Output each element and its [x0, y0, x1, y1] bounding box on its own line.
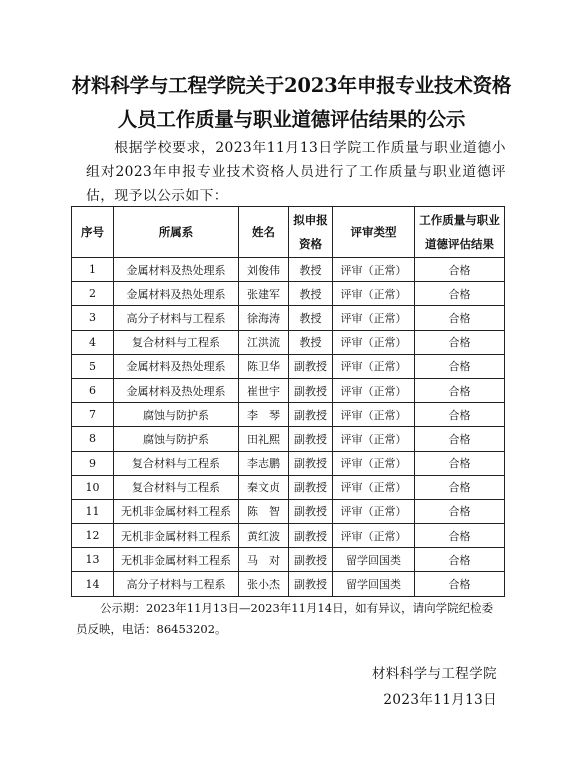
intro-text: 根据学校要求，2023年11月13日学院工作质量与职业道德小组对2023年申报专业技术资格人员进行了工作质量与职业道德评估，现予以公示如下：: [86, 140, 506, 204]
cell-no: 5: [72, 354, 114, 378]
cell-qualification: 副教授: [289, 572, 333, 596]
cell-name: 马 对: [239, 548, 289, 572]
cell-result: 合格: [415, 427, 505, 451]
cell-name: 田礼熙: [239, 427, 289, 451]
cell-qualification: 教授: [289, 282, 333, 306]
table-row: [72, 572, 505, 596]
cell-result: 合格: [415, 378, 505, 402]
cell-name: 江洪流: [239, 330, 289, 354]
results-table: [71, 206, 505, 597]
cell-qualification: 副教授: [289, 354, 333, 378]
cell-review-type: 评审（正常）: [333, 451, 415, 475]
cell-no: 7: [72, 403, 114, 427]
header-result-line-1: 工作质量与职业: [419, 213, 500, 227]
cell-name: 黄红波: [239, 524, 289, 548]
cell-no: 10: [72, 475, 114, 499]
cell-result: 合格: [415, 306, 505, 330]
intro-paragraph: [86, 136, 506, 208]
header-no: 序号: [72, 207, 114, 258]
cell-review-type: 评审（正常）: [333, 258, 415, 282]
cell-no: 6: [72, 378, 114, 402]
cell-review-type: 评审（正常）: [333, 330, 415, 354]
cell-qualification: 教授: [289, 330, 333, 354]
cell-dept: 复合材料与工程系: [114, 451, 239, 475]
cell-name: 秦文贞: [239, 475, 289, 499]
cell-no: 8: [72, 427, 114, 451]
document-title-line-1: 材料科学与工程学院关于2023年申报专业技术资格: [71, 74, 512, 97]
cell-result: 合格: [415, 499, 505, 523]
table-row: [72, 354, 505, 378]
table-row: [72, 403, 505, 427]
cell-result: 合格: [415, 282, 505, 306]
cell-result: 合格: [415, 572, 505, 596]
cell-dept: 金属材料及热处理系: [114, 258, 239, 282]
cell-review-type: 评审（正常）: [333, 354, 415, 378]
cell-result: 合格: [415, 524, 505, 548]
header-dept: 所属系: [114, 207, 239, 258]
cell-no: 12: [72, 524, 114, 548]
cell-no: 3: [72, 306, 114, 330]
cell-qualification: 教授: [289, 258, 333, 282]
cell-result: 合格: [415, 475, 505, 499]
cell-name: 陈卫华: [239, 354, 289, 378]
cell-qualification: 副教授: [289, 524, 333, 548]
cell-dept: 复合材料与工程系: [114, 330, 239, 354]
header-result-line-2: 道德评估结果: [425, 237, 494, 251]
cell-result: 合格: [415, 548, 505, 572]
cell-qualification: 副教授: [289, 427, 333, 451]
cell-result: 合格: [415, 354, 505, 378]
cell-review-type: 评审（正常）: [333, 524, 415, 548]
cell-dept: 无机非金属材料工程系: [114, 499, 239, 523]
table-row: [72, 524, 505, 548]
cell-name: 崔世宇: [239, 378, 289, 402]
header-review-type: 评审类型: [333, 207, 415, 258]
cell-name: 李 琴: [239, 403, 289, 427]
cell-result: 合格: [415, 451, 505, 475]
cell-no: 9: [72, 451, 114, 475]
cell-name: 张建军: [239, 282, 289, 306]
cell-no: 1: [72, 258, 114, 282]
document-title-line-2: 人员工作质量与职业道德评估结果的公示: [117, 108, 466, 131]
cell-result: 合格: [415, 258, 505, 282]
cell-review-type: 评审（正常）: [333, 282, 415, 306]
table-row: [72, 258, 505, 282]
table-row: [72, 378, 505, 402]
cell-dept: 无机非金属材料工程系: [114, 548, 239, 572]
cell-result: 合格: [415, 403, 505, 427]
cell-qualification: 副教授: [289, 548, 333, 572]
cell-no: 11: [72, 499, 114, 523]
header-qualification: [289, 207, 333, 258]
cell-dept: 复合材料与工程系: [114, 475, 239, 499]
table-row: [72, 306, 505, 330]
cell-review-type: 留学回国类: [333, 572, 415, 596]
cell-name: 李志鹏: [239, 451, 289, 475]
cell-qualification: 副教授: [289, 451, 333, 475]
cell-no: 14: [72, 572, 114, 596]
cell-qualification: 教授: [289, 306, 333, 330]
signature-date: 2023年11月13日: [383, 692, 497, 708]
cell-no: 4: [72, 330, 114, 354]
cell-qualification: 副教授: [289, 499, 333, 523]
cell-review-type: 评审（正常）: [333, 378, 415, 402]
cell-review-type: 评审（正常）: [333, 403, 415, 427]
header-result: [415, 207, 505, 258]
cell-dept: 金属材料及热处理系: [114, 354, 239, 378]
cell-no: 13: [72, 548, 114, 572]
cell-no: 2: [72, 282, 114, 306]
signature-organization: 材料科学与工程学院: [371, 666, 497, 682]
table-row: [72, 475, 505, 499]
cell-name: 刘俊伟: [239, 258, 289, 282]
notice-paragraph: 公示期：2023年11月13日—2023年11月14日，如有异议，请向学院纪检委员反映，电话：86453202。: [76, 601, 494, 636]
cell-review-type: 评审（正常）: [333, 499, 415, 523]
cell-review-type: 评审（正常）: [333, 306, 415, 330]
cell-dept: 金属材料及热处理系: [114, 378, 239, 402]
cell-result: 合格: [415, 330, 505, 354]
cell-dept: 高分子材料与工程系: [114, 572, 239, 596]
cell-qualification: 副教授: [289, 378, 333, 402]
table-row: [72, 499, 505, 523]
cell-dept: 高分子材料与工程系: [114, 306, 239, 330]
cell-review-type: 评审（正常）: [333, 475, 415, 499]
cell-name: 徐海涛: [239, 306, 289, 330]
table-header-row: [72, 207, 505, 258]
cell-qualification: 副教授: [289, 403, 333, 427]
cell-dept: 腐蚀与防护系: [114, 427, 239, 451]
table-row: [72, 427, 505, 451]
cell-review-type: 评审（正常）: [333, 427, 415, 451]
cell-review-type: 留学回国类: [333, 548, 415, 572]
cell-name: 陈 智: [239, 499, 289, 523]
table-row: [72, 451, 505, 475]
cell-qualification: 副教授: [289, 475, 333, 499]
cell-name: 张小杰: [239, 572, 289, 596]
cell-dept: 无机非金属材料工程系: [114, 524, 239, 548]
header-qualification-line-1: 拟申报: [293, 213, 328, 227]
header-name: 姓名: [239, 207, 289, 258]
table-row: [72, 330, 505, 354]
table-row: [72, 282, 505, 306]
header-qualification-line-2: 资格: [299, 237, 322, 251]
cell-dept: 腐蚀与防护系: [114, 403, 239, 427]
cell-dept: 金属材料及热处理系: [114, 282, 239, 306]
table-row: [72, 548, 505, 572]
